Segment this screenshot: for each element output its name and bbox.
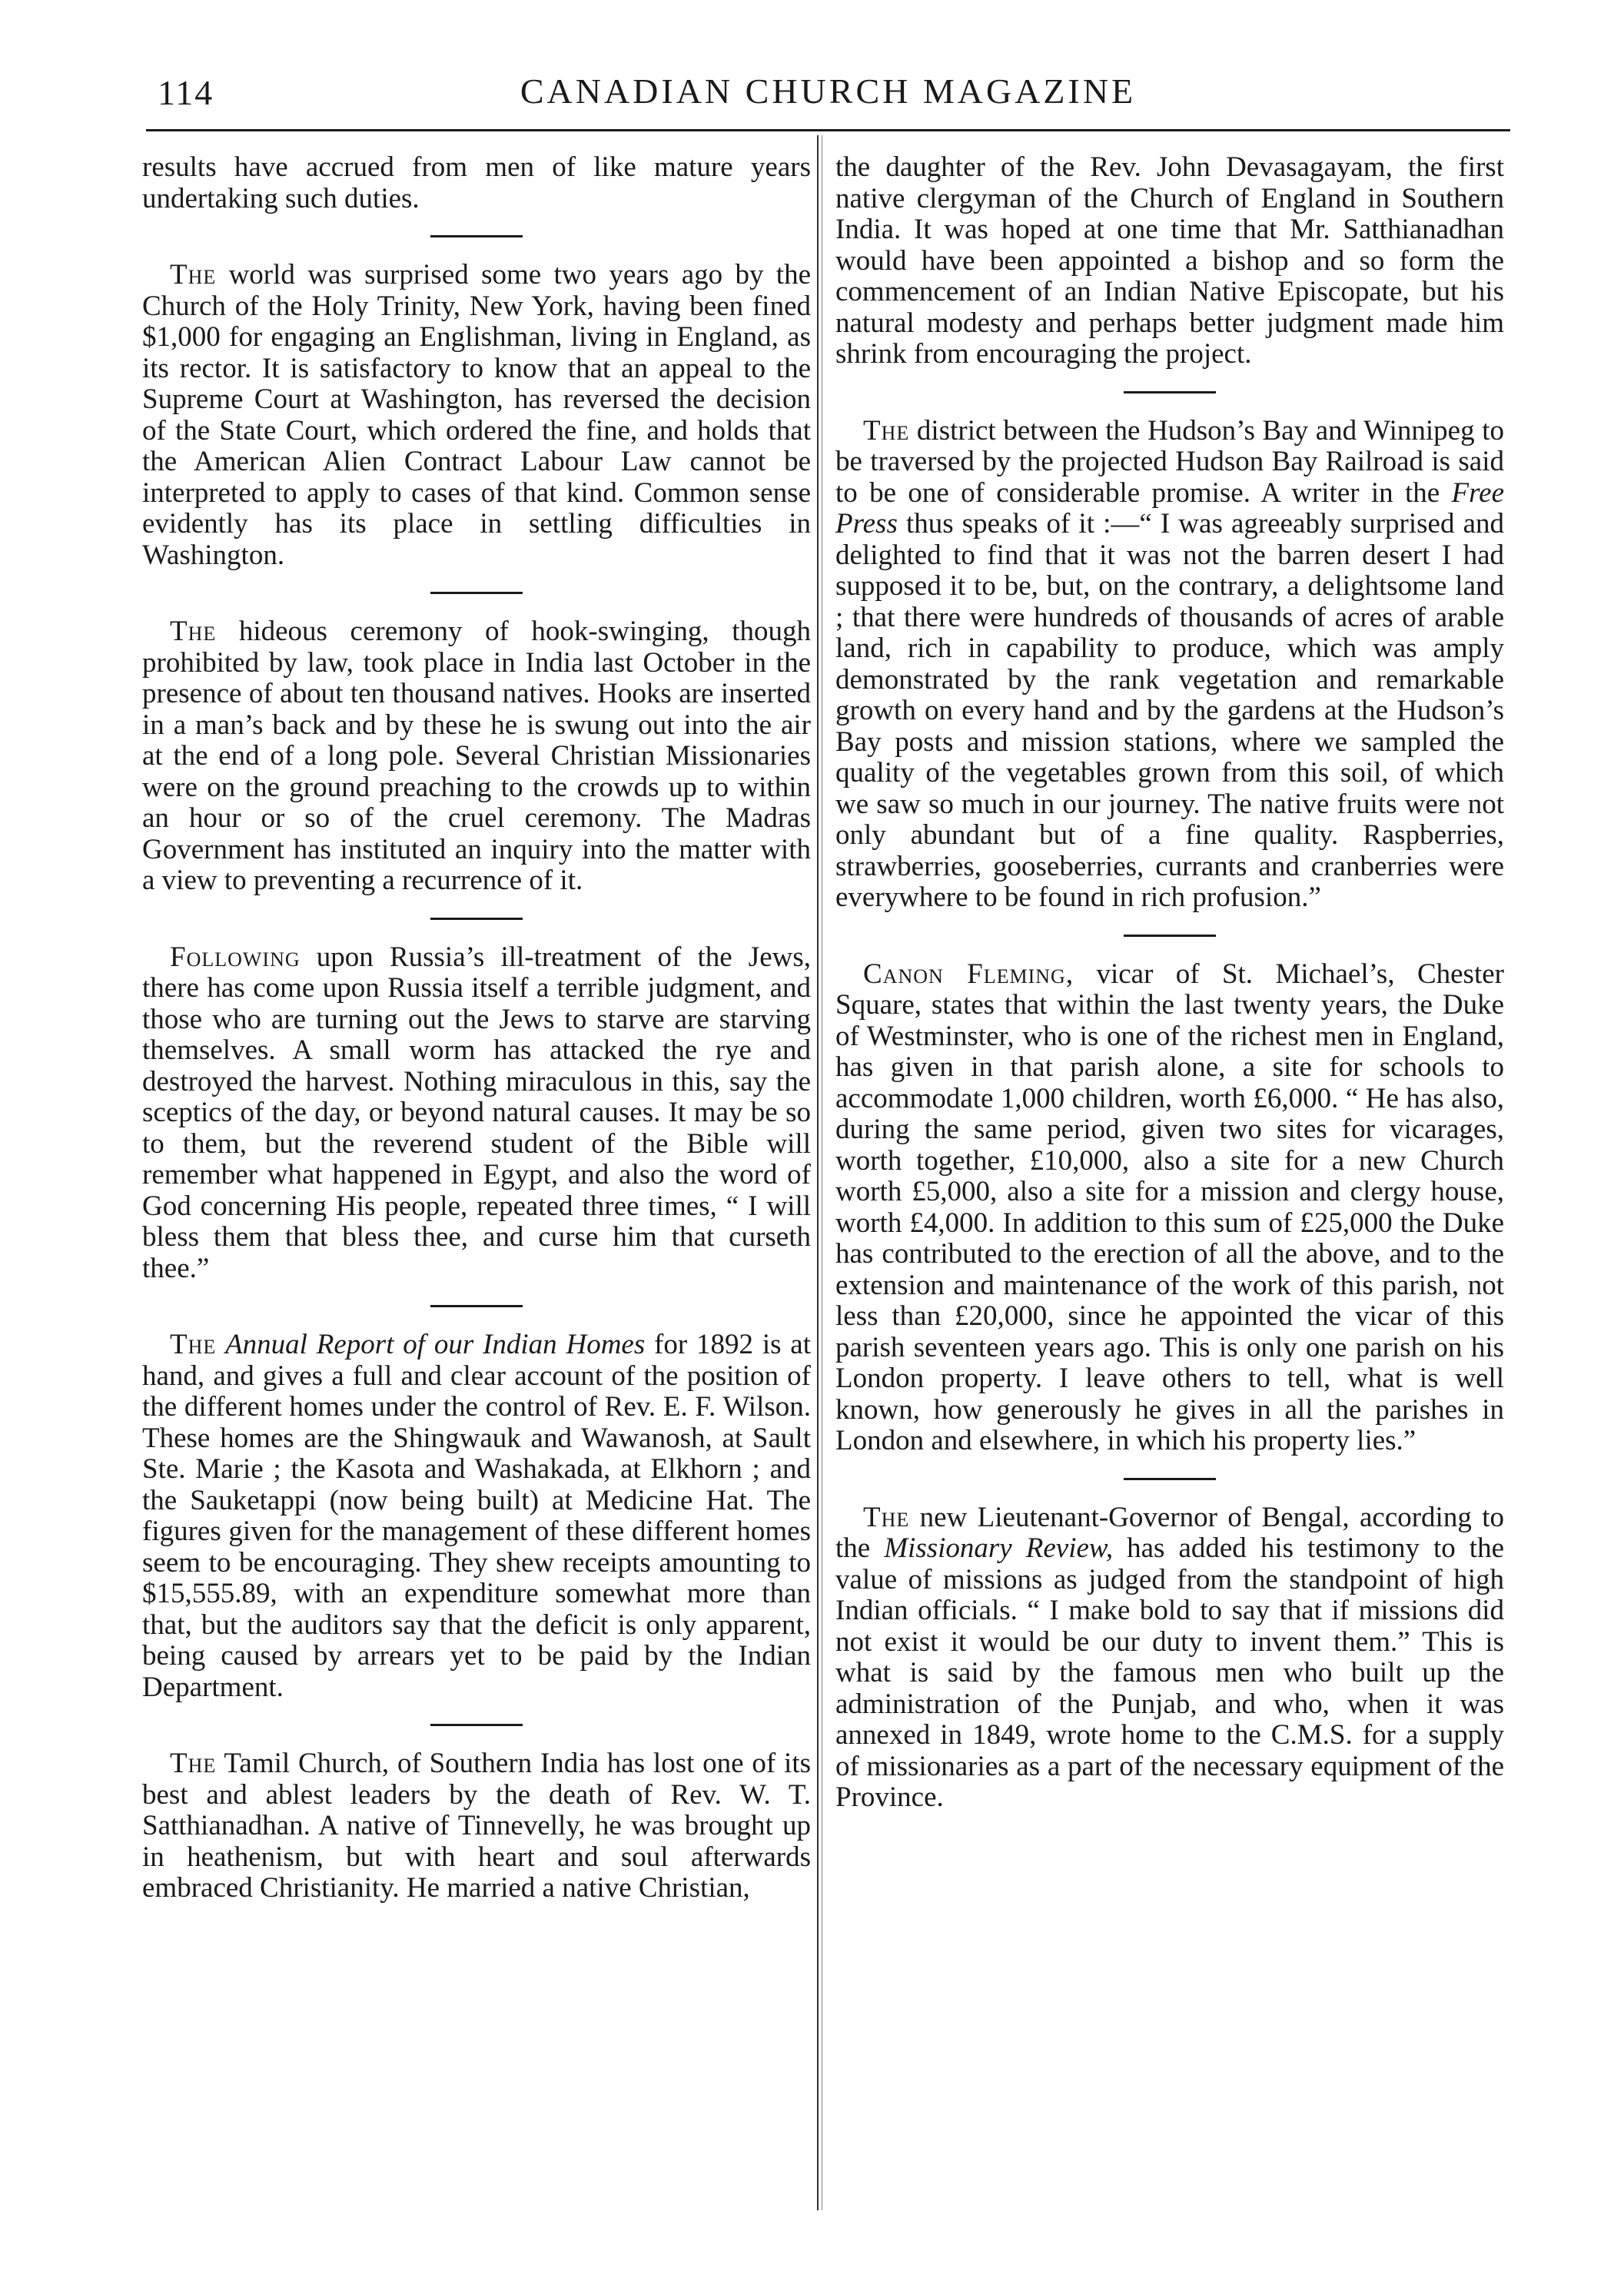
article-continuation: the daughter of the Rev. John Devasagayam, the first native clergyman of the Church of England in Southern India. It was hoped at one time that Mr. Satthianadhan would have been appointed a bishop and so form the commencement of an Indian Native Episcopate, but his natural modesty and perhaps better judgment made him shrink from encouraging the project. <box>835 151 1504 370</box>
page-header <box>146 71 1510 125</box>
left-column <box>142 152 811 1904</box>
newspaper-title: Free Press <box>835 476 1504 540</box>
header-rule <box>146 129 1510 131</box>
lead-word: The <box>863 414 910 447</box>
article-body: vicar of St. Michael’s, Chester Square, states that within the last twenty years, the Duke of Westminster, who is one of the richest men in England, has given in that parish alone, a site for schools to accommodate 1,000 children, worth £6,000. “ He has also, during the same period, given two sites for vicarages, worth together, £10,000, also a site for a new Church worth £5,000, also a site for a mission and clergy house, worth £4,000. In addition to this sum of £25,000 the Duke has contributed to the erection of all the above, and to the extension and maintenance of the work of this parish, not less than £20,000, since he appointed the vicar of this parish seventeen years ago. This is only one parish on his London property. I leave others to tell, what is well known, how generously he gives in all the parishes in London and elsewhere, in which his property lies.” <box>835 958 1504 1456</box>
article-body: Tamil Church, of Southern India has lost one of its best and ablest leaders by the death of Rev. W. T. Satthianadhan. A native of Tinnevelly, he was brought up in heathenism, but with heart and soul afterwards embraced Christianity. He married a native Christian, <box>142 1748 811 1904</box>
article-bengal <box>835 1502 1504 1814</box>
running-title: CANADIAN CHURCH MAGAZINE <box>520 71 1137 111</box>
journal-title: Missionary Review, <box>884 1532 1114 1564</box>
article-continuation: results have accrued from men of like mature years undertaking such duties. <box>142 151 811 214</box>
article-hudson-bay <box>835 416 1504 914</box>
section-rule <box>430 1305 523 1307</box>
section-rule <box>1124 935 1216 937</box>
right-column <box>835 152 1504 1814</box>
article-canon-fleming <box>835 959 1504 1457</box>
article-body: for 1892 is at hand, and gives a full and clear account of the position of the different homes under the control of Rev. E. F. Wilson. These homes are the Shingwauk and Wawanosh, at Sault Ste. Marie ; the Kasota and Washakada, at Elkhorn ; and the Sauketappi (now being built) at Medicine Hat. The figures given for the management of these different homes seem to be encouraging. They shew receipts amounting to $15,555.89, with an expenditure somewhat more than that, but the auditors say that the deficit is only apparent, being caused by arrears yet to be paid by the Indian Department. <box>142 1329 812 1703</box>
article-russia <box>142 942 811 1285</box>
article-tamil-church <box>142 1748 811 1904</box>
article-body: thus speaks of it :—“ I was agreeably surprised and delighted to find that it was not the barren desert I had supposed it to be, but, on the contrary, a delightsome land ; that there were hundreds of thousands of acres of arable land, rich in capability to produce, which was amply demonstrated by the rank vegetation and remarkable growth on every hand and by the gardens at the Hudson’s Bay posts and mission stations, where we sampled the quality of the vegetables grown from this soil, of which we saw so much in our journey. The native fruits were not only abundant but of a fine quality. Raspberries, strawberries, gooseberries, currants and cranberries were everywhere to be found in rich profusion.” <box>835 508 1504 913</box>
lead-word: The <box>170 616 217 647</box>
article-indian-homes <box>142 1330 811 1703</box>
section-rule <box>430 235 523 237</box>
article-body: district between the Hudson’s Bay and Winnipeg to be traversed by the projected Hudson Bay Railroad is said to be one of considerable promise. A writer in the <box>835 414 1504 509</box>
section-rule <box>430 592 523 594</box>
report-title: Annual Report of our Indian Homes <box>225 1329 646 1360</box>
lead-word: The <box>170 259 217 291</box>
article-body: world was surprised some two years ago by the Church of the Holy Trinity, New York, having been fined $1,000 for engaging an Englishman, living in England, as its rector. It is satisfactory to know that an appeal to the Supreme Court at Washington, has reversed the decision of the State Court, which ordered the fine, and holds that the American Alien Contract Labour Law cannot be interpreted to apply to cases of that kind. Common sense evidently has its place in settling difficulties in Washington. <box>142 259 811 571</box>
lead-word: The <box>863 1501 910 1533</box>
article-body: has added his testimony to the value of missions as judged from the standpoint of high Indian officials. “ I make bold to say that if missions did not exist it would be our duty to invent them.” This is what is said by the famous men who built up the administration of the Punjab, and who, when it was annexed in 1849, wrote home to the C.M.S. for a supply of missionaries as a part of the necessary equipment of the Province. <box>835 1532 1504 1813</box>
page-number: 114 <box>158 73 214 112</box>
article-body: hideous ceremony of hook-swinging, though prohibited by law, took place in India last October in the presence of about ten thousand natives. Hooks are inserted in a man’s back and by these he is swung out into the air at the end of a long pole. Several Christian Missionaries were on the ground preaching to the crowds up to within an hour or so of the cruel ceremony. The Madras Government has instituted an inquiry into the matter with a view to preventing a recurrence of it. <box>142 616 811 896</box>
column-divider <box>817 135 819 2210</box>
article-holy-trinity <box>142 260 811 571</box>
section-rule <box>1124 1478 1216 1480</box>
section-rule <box>430 918 523 920</box>
article-body: upon Russia’s ill-treatment of the Jews, there has come upon Russia itself a terrible judgment, and those who are turning out the Jews to starve are starving themselves. A small worm has attacked the rye and destroyed the harvest. Nothing miraculous in this, say the sceptics of the day, or beyond natural causes. It may be so to them, but the reverend student of the Bible will remember what happened in Egypt, and also the word of God concerning His people, repeated three times, “ I will bless them that bless thee, and curse him that curseth thee.” <box>142 941 811 1284</box>
lead-word: Following <box>170 941 301 973</box>
section-rule <box>430 1724 523 1726</box>
article-body: new Lieutenant-Governor of Bengal, according to the <box>835 1501 1504 1564</box>
lead-word: The <box>170 1748 217 1779</box>
lead-word: The <box>170 1329 217 1360</box>
lead-word: Canon Fleming, <box>863 958 1074 990</box>
article-hook-swinging <box>142 616 811 897</box>
section-rule <box>1124 391 1216 393</box>
